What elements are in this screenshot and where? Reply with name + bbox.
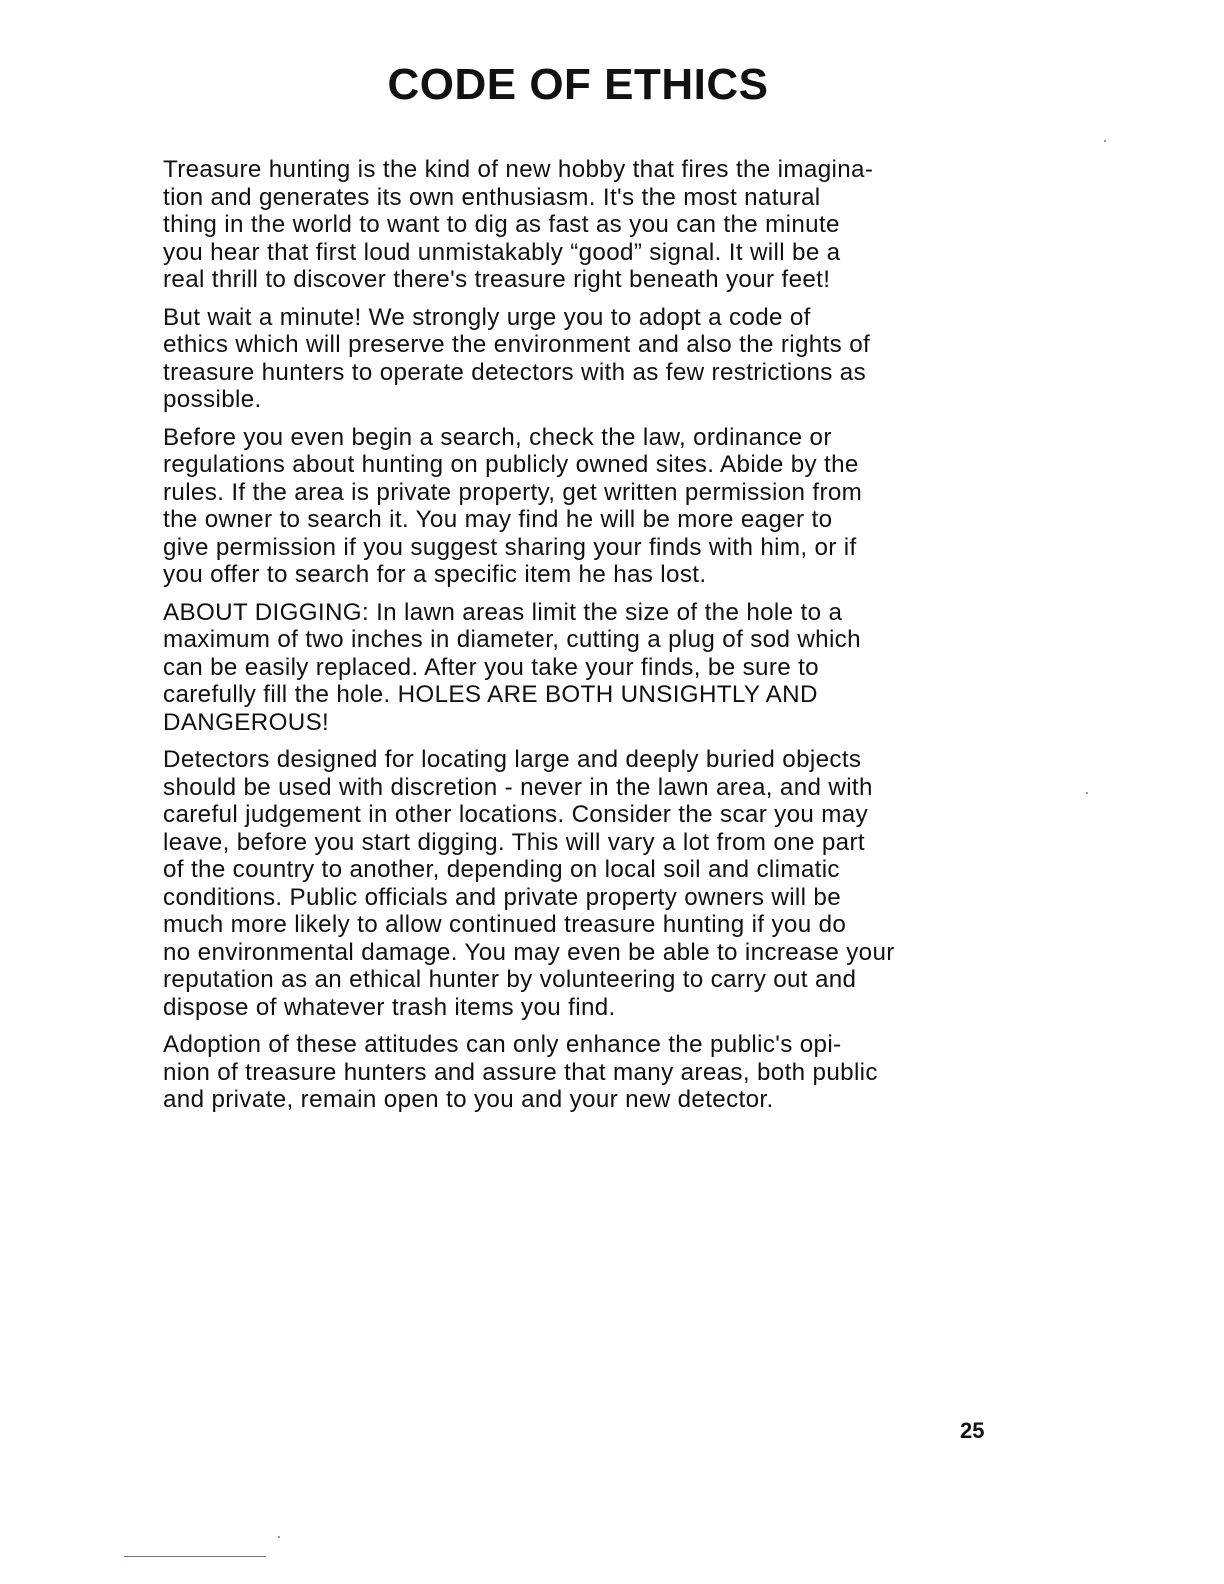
text-line: ethics which will preserve the environment and also the rights of <box>163 331 871 358</box>
text-line: tion and generates its own enthusiasm. It's the most natural <box>163 183 821 211</box>
text-line: you offer to search for a specific item he has lost. <box>163 561 707 588</box>
text-line: real thrill to discover there's treasure right beneath your feet! <box>163 266 831 293</box>
text-line: DANGEROUS! <box>163 708 330 736</box>
text-line: Adoption of these attitudes can only enhance the public's opi- <box>163 1031 842 1058</box>
page-title: CODE OF ETHICS <box>387 60 769 109</box>
text-line: can be easily replaced. After you take your finds, be sure to <box>163 653 819 681</box>
text-line: leave, before you start digging. This will vary a lot from one part <box>163 828 865 856</box>
paragraph-about-digging <box>163 599 998 737</box>
text-line: dispose of whatever trash items you find. <box>163 993 616 1021</box>
text-line: the owner to search it. You may find he will be more eager to <box>163 506 833 533</box>
text-line: nion of treasure hunters and assure that many areas, both public <box>163 1058 878 1086</box>
text-line: maximum of two inches in diameter, cutting a plug of sod which <box>163 626 861 653</box>
text-line: give permission if you suggest sharing your finds with him, or if <box>163 533 857 561</box>
paragraph-conclusion <box>163 1031 998 1114</box>
text-line: Before you even begin a search, check the law, ordinance or <box>163 423 832 451</box>
page-number: 25 <box>960 1418 985 1443</box>
text-line: and private, remain open to you and your new detector. <box>163 1086 774 1113</box>
paragraph-code-of-ethics <box>163 304 998 414</box>
body-text <box>163 156 998 1124</box>
paragraph-check-the-law <box>163 424 998 589</box>
text-line: regulations about hunting on publicly owned sites. Abide by the <box>163 451 859 478</box>
text-line: no environmental damage. You may even be able to increase your <box>163 938 895 966</box>
text-line: careful judgement in other locations. Consider the scar you may <box>163 801 869 828</box>
scan-artifact-speck <box>278 1536 280 1538</box>
text-line: thing in the world to want to dig as fast as you can the minute <box>163 211 840 238</box>
text-line: should be used with discretion - never in the lawn area, and with <box>163 773 873 801</box>
text-line: Treasure hunting is the kind of new hobby that fires the imagina- <box>163 156 874 183</box>
text-line: possible. <box>163 386 262 413</box>
scan-artifact-rule <box>124 1556 266 1557</box>
text-line: treasure hunters to operate detectors with as few restrictions as <box>163 358 867 386</box>
text-line: ABOUT DIGGING: In lawn areas limit the size of the hole to a <box>163 598 843 626</box>
text-line: rules. If the area is private property, get written permission from <box>163 478 863 506</box>
paragraph-intro <box>163 156 998 294</box>
text-line: much more likely to allow continued treasure hunting if you do <box>163 911 847 938</box>
paragraph-detectors-discretion <box>163 746 998 1021</box>
text-line: But wait a minute! We strongly urge you to adopt a code of <box>163 303 811 331</box>
text-line: you hear that first loud unmistakably “good” signal. It will be a <box>163 238 841 266</box>
text-line: carefully fill the hole. HOLES ARE BOTH UNSIGHTLY AND <box>163 681 818 708</box>
text-line: reputation as an ethical hunter by volunteering to carry out and <box>163 966 857 993</box>
text-line: Detectors designed for locating large and deeply buried objects <box>163 746 862 773</box>
text-line: conditions. Public officials and private property owners will be <box>163 883 842 911</box>
scan-artifact-speck <box>1104 140 1106 142</box>
scan-artifact-speck <box>1086 792 1088 794</box>
text-line: of the country to another, depending on local soil and climatic <box>163 856 840 883</box>
